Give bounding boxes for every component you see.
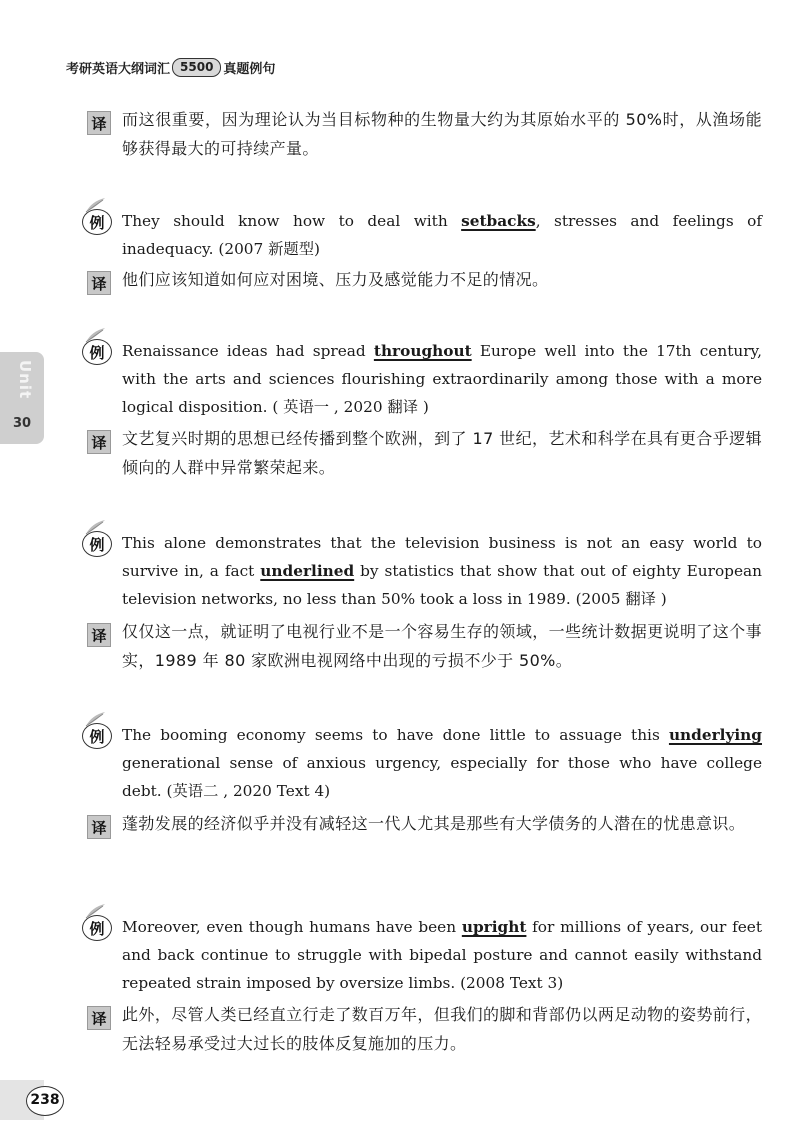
translation-text: 而这很重要，因为理论认为当目标物种的生物量大约为其原始水平的 50%时，从渔场能够获得最大的可持续产量。: [122, 110, 762, 158]
example-icon: 例: [82, 723, 112, 749]
example-sentence: Moreover, even though humans have been upright for millions of years, our feet and back continue to struggle with bipedal posture and cannot easily withstand repeated strain imposed by oversize limbs. (2008 Text 3): [122, 918, 763, 992]
header-title-before: 考研英语大纲词汇: [66, 61, 171, 77]
unit-label: Unit: [16, 360, 34, 400]
translation-icon: 译: [87, 1006, 111, 1030]
keyword: upright: [461, 918, 527, 936]
unit-side-tab: [0, 352, 44, 444]
header-badge: 5500: [172, 58, 221, 77]
translation-text: 蓬勃发展的经济似乎并没有减轻这一代人尤其是那些有大学债务的人潜在的忧患意识。: [122, 814, 746, 833]
keyword: underlying: [668, 726, 762, 744]
example-icon: 例: [82, 339, 112, 365]
page-number-badge: [22, 1086, 66, 1116]
translation-icon: 译: [87, 111, 111, 135]
translation-text: 他们应该知道如何应对困境、压力及感觉能力不足的情况。: [122, 270, 549, 289]
translation-icon: 译: [87, 271, 111, 295]
example-sentence: Renaissance ideas had spread throughout Europe well into the 17th century, with the arts and sciences flourishing extraordinarily among those with a more logical disposition. ( 英语一 , 2020 翻译 ): [122, 342, 762, 416]
translation-icon: 译: [87, 430, 111, 454]
example-icon: 例: [82, 915, 112, 941]
header-title-after: 真题例句: [223, 61, 276, 77]
translation-text: 文艺复兴时期的思想已经传播到整个欧洲，到了 17 世纪，艺术和科学在具有更合乎逻辑倾向的人群中异常繁荣起来。: [122, 429, 762, 477]
example-icon: 例: [82, 209, 112, 235]
translation-icon: 译: [87, 815, 111, 839]
translation-text: 此外，尽管人类已经直立行走了数百万年，但我们的脚和背部仍以两足动物的姿势前行，无法轻易承受过大过长的肢体反复施加的压力。: [122, 1005, 762, 1053]
example-sentence: They should know how to deal with setbacks, stresses and feelings of inadequacy. (2007 新题型): [122, 212, 762, 258]
example-sentence: This alone demonstrates that the television business is not an easy world to survive in, a fact underlined by statistics that show that out of eighty European television networks, no less than 50% took a loss in 1989. (2005 翻译 ): [122, 534, 762, 608]
keyword: throughout: [373, 342, 472, 360]
keyword: setbacks: [461, 212, 536, 230]
example-sentence: The booming economy seems to have done little to assuage this underlying generational sense of anxious urgency, especially for those who have college debt. (英语二 , 2020 Text 4): [122, 726, 762, 800]
page-number: 238: [30, 1092, 60, 1108]
translation-icon: 译: [87, 623, 111, 647]
running-header: [66, 56, 275, 78]
example-icon: 例: [82, 531, 112, 557]
translation-text: 仅仅这一点，就证明了电视行业不是一个容易生存的领域，一些统计数据更说明了这个事实，1989 年 80 家欧洲电视网络中出现的亏损不少于 50%。: [122, 622, 762, 670]
keyword: underlined: [260, 562, 355, 580]
unit-number: 30: [12, 416, 32, 431]
